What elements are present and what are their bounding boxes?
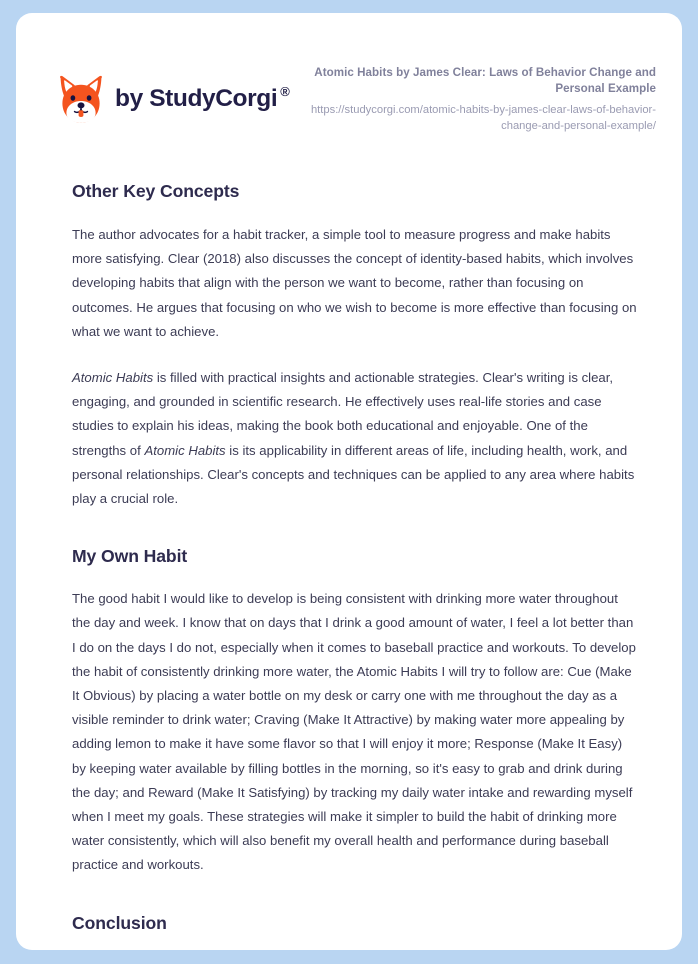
studycorgi-brand[interactable] xyxy=(58,75,289,123)
header-meta xyxy=(289,57,656,135)
section-heading-other-key-concepts: Other Key Concepts xyxy=(72,181,240,201)
brand-wordmark xyxy=(115,83,290,112)
paragraph xyxy=(72,223,638,344)
paragraph xyxy=(72,366,638,511)
paragraph-text: The good habit I would like to develop is being consistent with drinking more water throughout the day and week. I know that on days that I drink a good amount of water, I feel a lot better than I do on the days I do not, especially when it comes to baseball practice and workouts. To develop the habit of consistently drinking more water, the Atomic Habits I will try to follow are: Cue (Make It Obvious) by placing a water bottle on my desk or carry one with me throughout the day as a visible reminder to drink water; Craving (Make It Attractive) by making water more appealing by adding lemon to make it have some flavor so that I will enjoy it more; Response (Make It Easy) by keeping water available by filling bottles in the morning, so it's easy to grab and drink during the day; and Reward (Make It Satisfying) by tracking my daily water intake and rewarding myself when I meet my goals. These strategies will make it simpler to build the habit of drinking more water consistently, which will also benefit my overall health and performance during baseball practice and workouts. xyxy=(72,591,636,873)
paragraph-text: is its applicability in different areas of life, including health, work, and personal relationships. Clear's concepts and techniques can be applied to any area where habits play a crucial role. xyxy=(72,442,635,507)
document-content xyxy=(16,181,682,935)
paragraph xyxy=(72,587,638,877)
paragraph-text: The author advocates for a habit tracker, a simple tool to measure progress and make habits more satisfying. Clear (2018) also discusses the concept of identity-based habits, which involves developing habits that align with the person we want to become, rather than focusing on outcomes. He argues that focusing on who we wish to become is more effective than focusing on what we want to achieve. xyxy=(72,226,637,339)
book-title-italic: Atomic Habits xyxy=(72,370,154,385)
paragraph-text: is filled with practical insights and actionable strategies. Clear's writing is clear, engaging, and grounded in scientific research. He effectively uses real-life stories and case studies to explain his ideas, making the book both educational and enjoyable. One of the strengths of xyxy=(72,370,614,458)
registered-trademark-icon: ® xyxy=(280,83,290,99)
document-source-url[interactable]: https://studycorgi.com/atomic-habits-by-james-clear-laws-of-behavior-change-and-personal-example/ xyxy=(310,103,656,132)
document-title: Atomic Habits by James Clear: Laws of Behavior Change and Personal Example xyxy=(314,66,656,96)
section-heading-my-own-habit: My Own Habit xyxy=(72,546,188,567)
corgi-logo-icon xyxy=(58,75,104,123)
book-title-italic: Atomic Habits xyxy=(144,442,226,458)
document-header xyxy=(16,57,682,143)
brand-wordmark-text: by StudyCorgi xyxy=(115,84,278,112)
document-paper xyxy=(16,13,682,950)
section-heading-conclusion: Conclusion xyxy=(72,912,167,933)
